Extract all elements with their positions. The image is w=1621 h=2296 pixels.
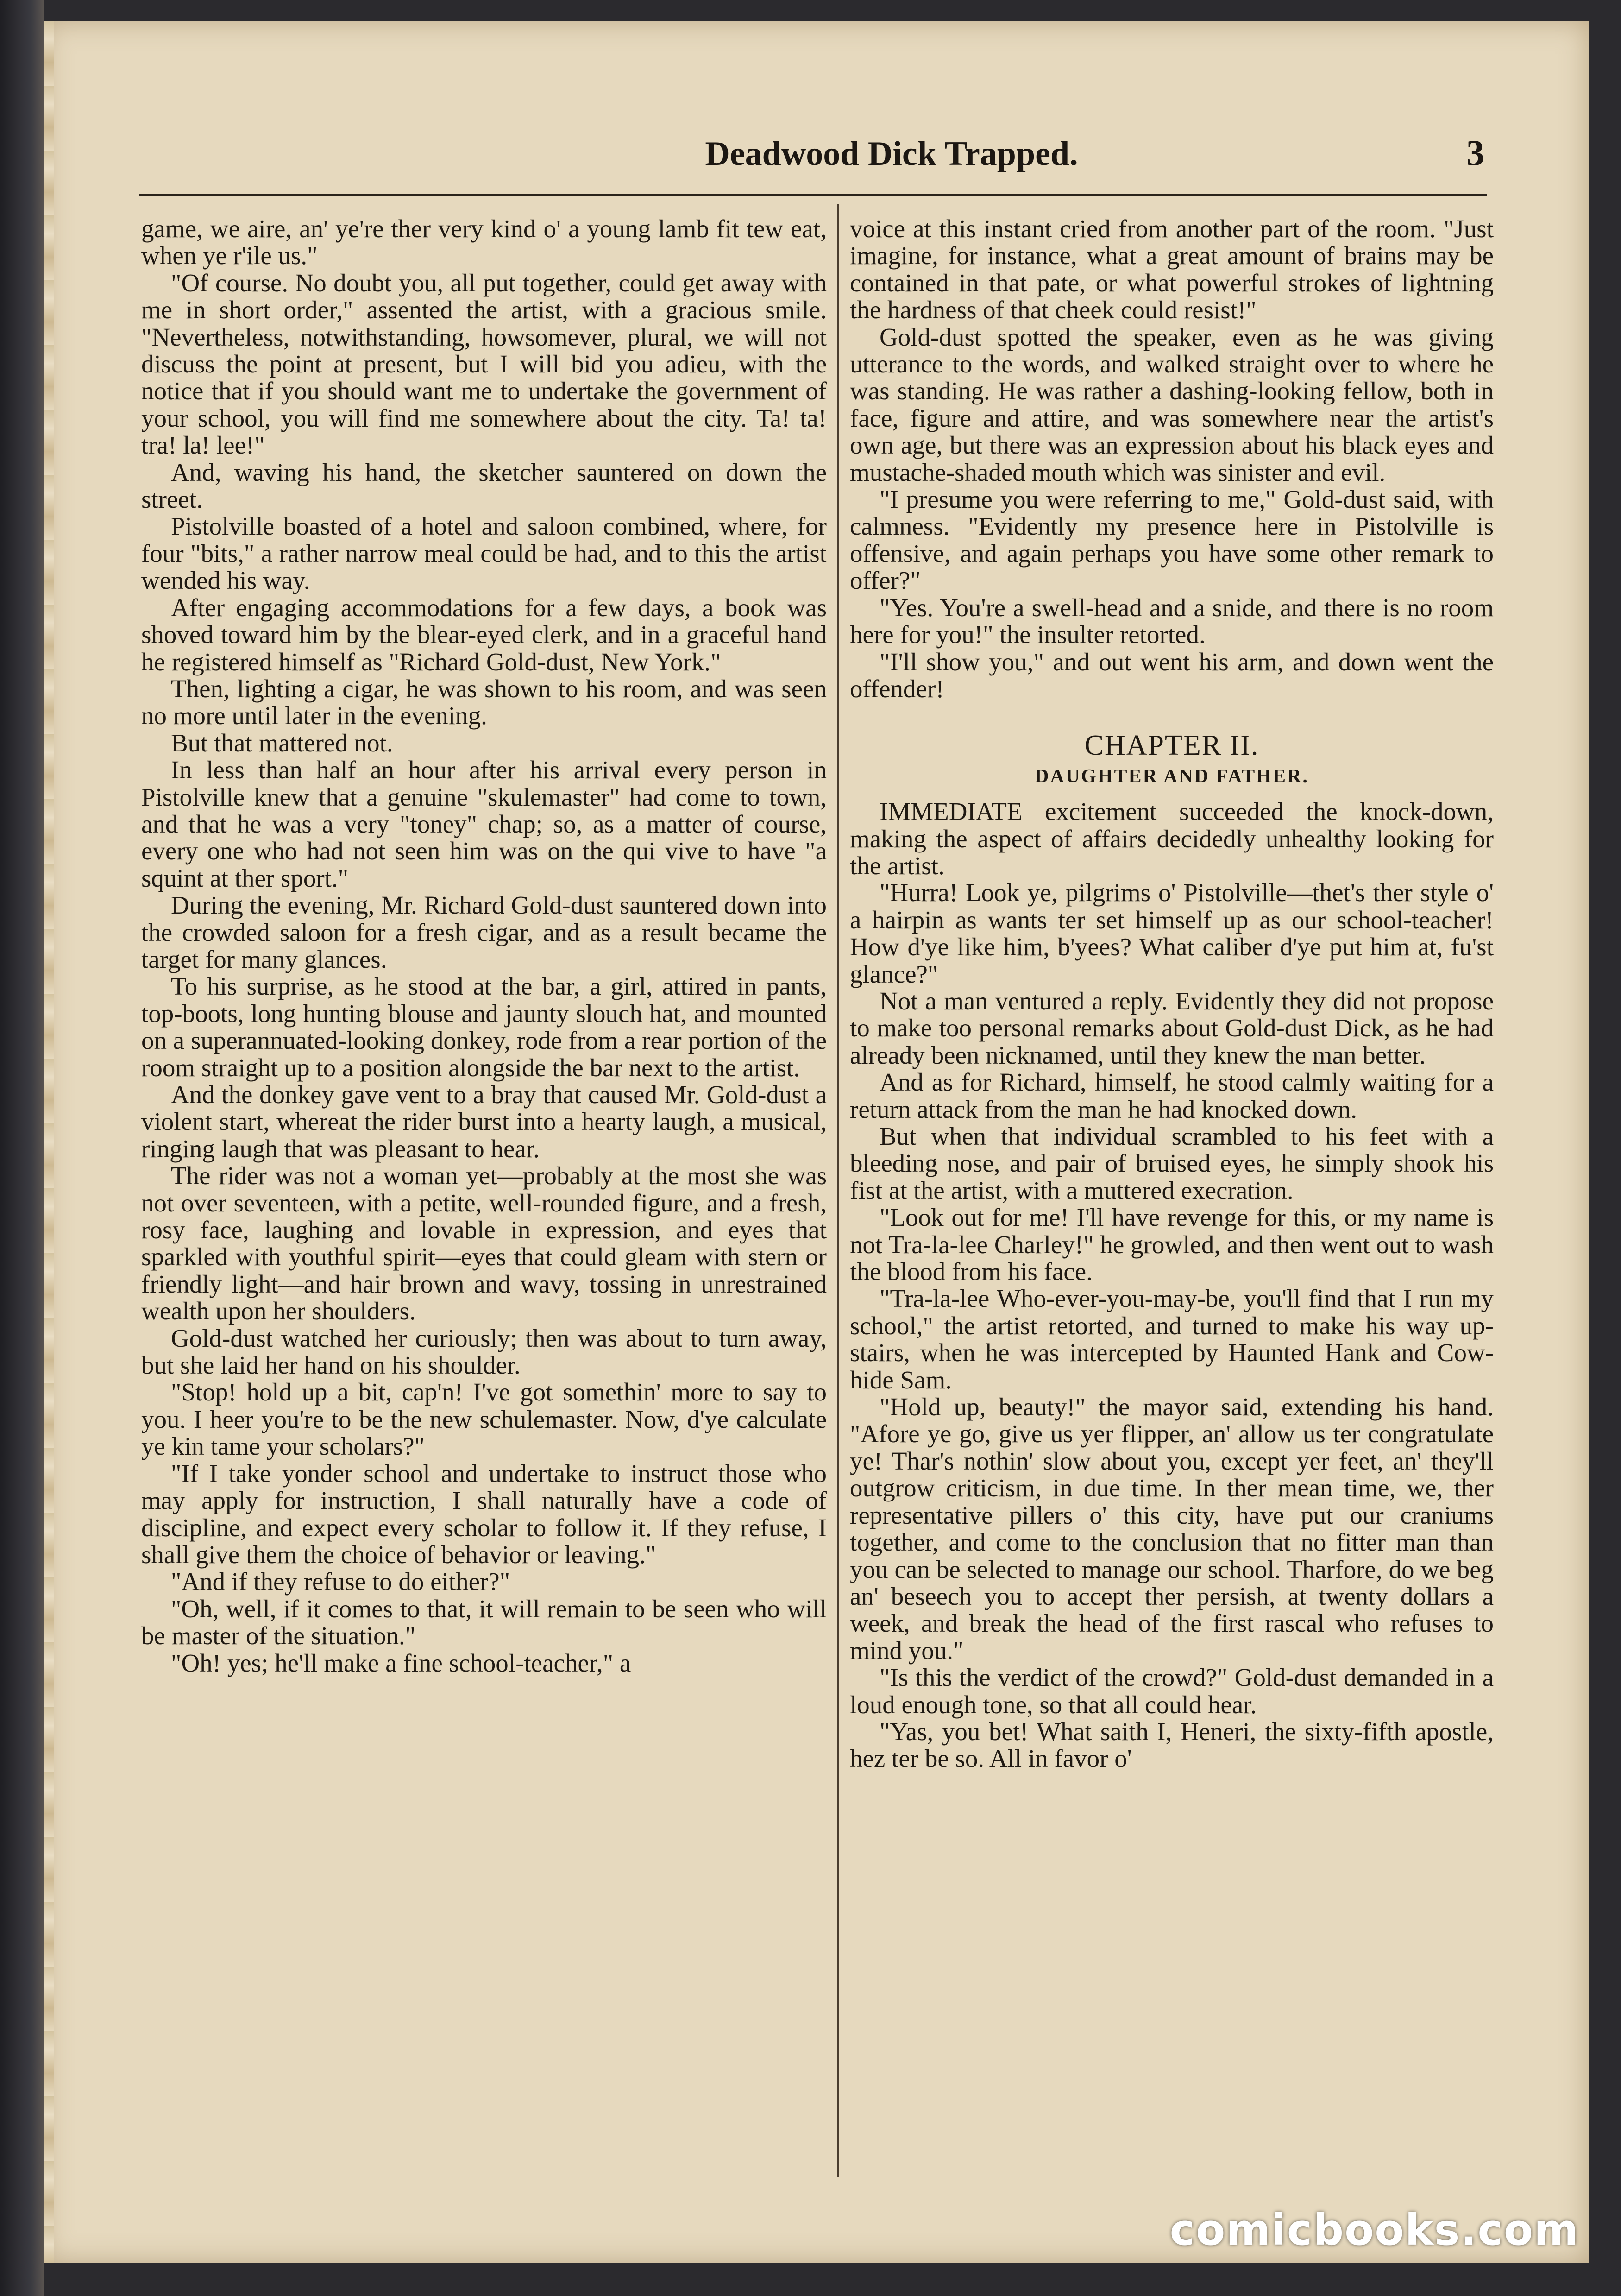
paragraph: "Hurra! Look ye, pilgrims o' Pistolville—thet's ther style o' a hairpin as wants ter set himself up as our school-teacher! How d'ye like him, b'yees? What caliber d'ye put him at, fu'st glance?" — [850, 878, 1494, 988]
chapter-heading: CHAPTER II. — [1084, 730, 1259, 762]
paragraph: Gold-dust watched her curiously; then was about to turn away, but she laid her hand on his shoulder. — [141, 1324, 827, 1380]
running-title: Deadwood Dick Trapped. — [705, 135, 1078, 173]
right-column — [850, 215, 1494, 1772]
paragraph: voice at this instant cried from another part of the room. "Just imagine, for instance, what a great amount of brains may be contained in that pate, or what powerful strokes of lightning the hardness of that cheek could resist!" — [850, 214, 1494, 324]
paragraph: During the evening, Mr. Richard Gold-dust sauntered down into the crowded saloon for a fresh cigar, and as a result became the target for many glances. — [141, 891, 827, 973]
paragraph: "And if they refuse to do either?" — [171, 1567, 510, 1596]
paragraph: The rider was not a woman yet—probably at the most she was not over seventeen, with a petite, well-rounded figure, and a fresh, rosy face, laughing and lovable in expression, and eyes that sparkled with youthful spirit—eyes that could gleam with stern or friendly light—and hair brown and wavy, tossing in unrestrained wealth upon her shoulders. — [141, 1161, 827, 1325]
paragraph: "Tra-la-lee Who-ever-you-may-be, you'll find that I run my school," the artist retorted, and turned to make his way up-stairs, when he was intercepted by Haunted Hank and Cow-hide Sam. — [850, 1284, 1494, 1394]
chapter-subtitle: DAUGHTER AND FATHER. — [1035, 765, 1309, 787]
paragraph: "I'll show you," and out went his arm, and down went the offender! — [850, 647, 1494, 703]
paragraph: "Is this the verdict of the crowd?" Gold-dust demanded in a loud enough tone, so that all could hear. — [850, 1663, 1494, 1719]
paragraph: And, waving his hand, the sketcher sauntered on down the street. — [141, 458, 827, 514]
paragraph: "Yes. You're a swell-head and a snide, and there is no room here for you!" the insulter retorted. — [850, 593, 1494, 649]
paragraph: After engaging accommodations for a few days, a book was shoved toward him by the blear-eyed clerk, and in a graceful hand he registered himself as "Richard Gold-dust, New York." — [141, 593, 827, 676]
header-rule — [139, 194, 1487, 196]
paragraph: And as for Richard, himself, he stood calmly waiting for a return attack from the man he had knocked down. — [850, 1068, 1494, 1123]
paragraph: Gold-dust spotted the speaker, even as he was giving utterance to the words, and walked straight over to where he was standing. He was rather a dashing-looking fellow, both in face, figure and attire, and was somewhere near the artist's own age, but there was an expression about his black eyes and mustache-shaded mouth which was sinister and evil. — [850, 322, 1494, 486]
paragraph: IMMEDIATE excitement succeeded the knock-down, making the aspect of affairs decidedly unhealthy looking for the artist. — [850, 797, 1494, 880]
paragraph: "Of course. No doubt you, all put together, could get away with me in short order," assented the artist, with a gracious smile. "Nevertheless, notwithstanding, howsomever, plural, we will not discuss the point at present, but I will bid you adieu, with the notice that if you should want me to undertake the government of your school, you will find me somewhere about the city. Ta! ta! tra! la! lee!" — [141, 268, 827, 460]
paragraph: "Hold up, beauty!" the mayor said, extending his hand. "Afore ye go, give us yer flipper, an' allow us ter congratulate ye! Thar's nothin' slow about you, except yer feet, an' they'll outgrow criticism, in due time. In ther mean time, we, ther representative pillers o' this city, have put our craniums together, and come to the conclusion that no fitter man than you can be selected to manage our school. Tharfore, do we beg an' beseech you to accept ther persish, at twenty dollars a week, and break the head of the first rascal who refuses to mind you." — [850, 1393, 1494, 1665]
left-column — [141, 215, 827, 1677]
paragraph: game, we aire, an' ye're ther very kind o' a young lamb fit tew eat, when ye r'ile us." — [141, 214, 827, 270]
paragraph: Pistolville boasted of a hotel and saloon combined, where, for four "bits," a rather narrow meal could be had, and to this the artist wended his way. — [141, 512, 827, 595]
running-head — [141, 109, 1484, 183]
paragraph: Then, lighting a cigar, he was shown to his room, and was seen no more until later in the evening. — [141, 674, 827, 730]
column-divider — [837, 204, 839, 2177]
paragraph: In less than half an hour after his arrival every person in Pistolville knew that a genuine "skulemaster" had come to town, and that he was a very "toney" chap; so, as a matter of course, every one who had not seen him was on the qui vive to have "a squint at ther sport." — [141, 756, 827, 892]
paragraph: And the donkey gave vent to a bray that caused Mr. Gold-dust a violent start, whereat the rider burst into a hearty laugh, a musical, ringing laugh that was pleasant to hear. — [141, 1080, 827, 1163]
page-number: 3 — [1466, 132, 1484, 173]
paragraph: But when that individual scrambled to his feet with a bleeding nose, and pair of bruised eyes, he simply shook his fist at the artist, with a muttered execration. — [850, 1122, 1494, 1205]
paragraph: "Stop! hold up a bit, cap'n! I've got somethin' more to say to you. I heer you're to be the new schulemaster. Now, d'ye calculate ye kin tame your scholars?" — [141, 1378, 827, 1461]
page-torn-edge — [44, 21, 54, 2263]
paragraph: Not a man ventured a reply. Evidently they did not propose to make too personal remarks about Gold-dust Dick, as he had already been nicknamed, until they knew the man better. — [850, 986, 1494, 1069]
book-spine — [0, 0, 44, 2296]
paragraph: "Look out for me! I'll have revenge for this, or my name is not Tra-la-lee Charley!" he growled, and then went out to wash the blood from his face. — [850, 1203, 1494, 1286]
paragraph: "If I take yonder school and undertake to instruct those who may apply for instruction, I shall naturally have a code of discipline, and expect every scholar to follow it. If they refuse, I shall give them the choice of behavior or leaving." — [141, 1459, 827, 1569]
paragraph: To his surprise, as he stood at the bar, a girl, attired in pants, top-boots, long hunting blouse and jaunty slouch hat, and mounted on a superannuated-looking donkey, rode from a rear portion of the room straight up to a position alongside the bar next to the artist. — [141, 972, 827, 1082]
watermark: comicbooks.com — [1169, 2205, 1579, 2255]
paragraph: "I presume you were referring to me," Gold-dust said, with calmness. "Evidently my presence here in Pistolville is offensive, and again perhaps you have some other remark to offer?" — [850, 485, 1494, 595]
paragraph: "Oh, well, if it comes to that, it will remain to be seen who will be master of the situation." — [141, 1594, 827, 1650]
paragraph: "Oh! yes; he'll make a fine school-teacher," a — [171, 1648, 631, 1677]
paragraph: "Yas, you bet! What saith I, Heneri, the sixty-fifth apostle, hez ter be so. All in favor o' — [850, 1717, 1494, 1773]
paragraph: But that mattered not. — [171, 728, 393, 757]
